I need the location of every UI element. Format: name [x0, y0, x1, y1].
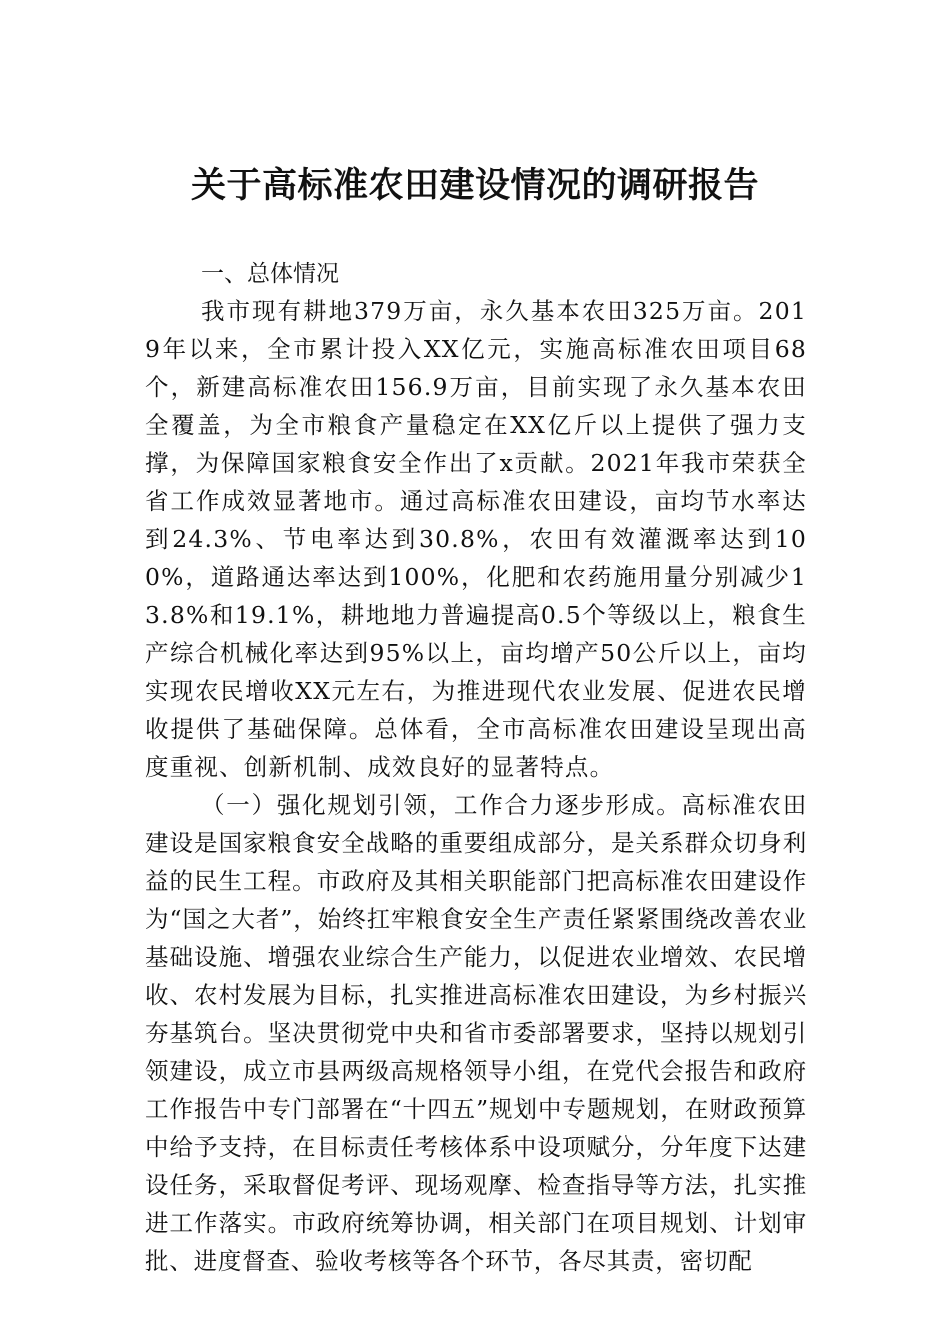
document-body: [145, 256, 807, 1280]
subsection-body: 高标准农田建设是国家粮食安全战略的重要组成部分，是关系群众切身利益的民生工程。市政府及其相关职能部门把高标准农田建设作为“国之大者”，始终扛牢粮食安全生产责任紧紧围绕改善农业基础设施、增强农业综合生产能力，以促进农业增效、农民增收、农村发展为目标，扎实推进高标准农田建设，为乡村振兴夯基筑台。坚决贯彻党中央和省市委部署要求，坚持以规划引领建设，成立市县两级高规格领导小组，在党代会报告和政府工作报告中专门部署在“十四五”规划中专题规划，在财政预算中给予支持，在目标责任考核体系中设项赋分，分年度下达建设任务，采取督促考评、现场观摩、检查指导等方法，扎实推进工作落实。市政府统筹协调，相关部门在项目规划、计划审批、进度督查、验收考核等各个环节，各尽其责，密切配: [145, 791, 808, 1275]
subsection-heading: （一）强化规划引领，工作合力逐步形成。: [201, 791, 682, 819]
overview-paragraph: 我市现有耕地379万亩，永久基本农田325万亩。2019年以来，全市累计投入XX亿元，实施高标准农田项目68个，新建高标准农田156.9万亩，目前实现了永久基本农田全覆盖，为全市粮食产量稳定在XX亿斤以上提供了强力支撑，为保障国家粮食安全作出了x贡献。2021年我市荣获全省工作成效显著地市。通过高标准农田建设，亩均节水率达到24.3%、节电率达到30.8%，农田有效灌溉率达到100%，道路通达率达到100%，化肥和农药施用量分别减少13.8%和19.1%，耕地地力普遍提高0.5个等级以上，粮食生产综合机械化率达到95%以上，亩均增产50公斤以上，亩均实现农民增收XX元左右，为推进现代农业发展、促进农民增收提供了基础保障。总体看，全市高标准农田建设呈现出高度重视、创新机制、成效良好的显著特点。: [145, 297, 807, 781]
subsection-paragraph: [145, 786, 807, 1280]
page-title: 关于高标准农田建设情况的调研报告: [190, 166, 759, 206]
section-heading: 一、总体情况: [201, 261, 339, 287]
